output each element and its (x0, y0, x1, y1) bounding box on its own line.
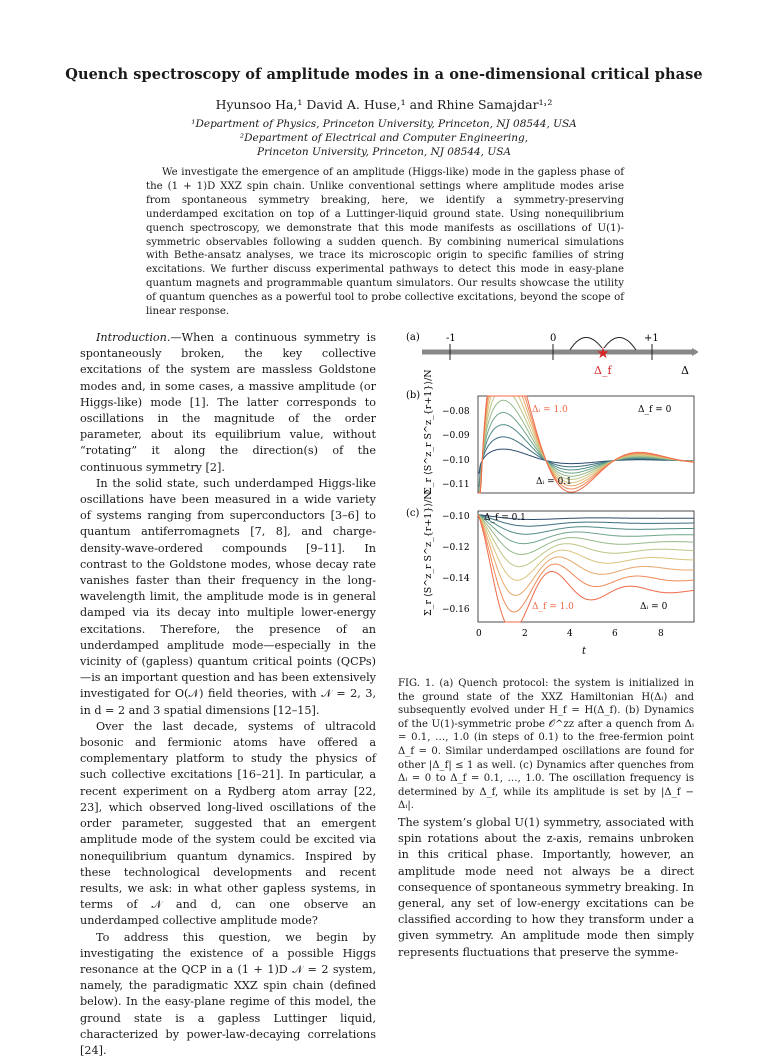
authors: Hyunsoo Ha,¹ David A. Huse,¹ and Rhine Samajdar¹˒² (215, 97, 553, 112)
panel-b-ytick: −0.09 (442, 431, 470, 441)
paragraph-2: In the solid state, such underdamped Higgs-like oscillations have been measured in a wide variety of systems ranging from superconductors [3–6] to quantum antiferromagnets [7, 8], and charge-density-wave-ordered compounds [9–11]. In contrast to the Goldstone modes, whose decay rate vanishes faster than their frequency in the long-wavelength limit, the amplitude mode is in general damped via its decay into multiple lower-energy excitations. Therefore, the presence of an underdamped amplitude mode—especially in the vicinity of (gapless) quantum critical points (QCPs)—is an important question and has been extensively investigated for O(𝒩) field theories, with 𝒩 = 2, 3, in d = 2 and 3 spatial dimensions [12–15]. (80, 476, 376, 717)
figure-1 (398, 324, 698, 664)
delta-f-star-icon: ★ (596, 344, 610, 362)
panel-a (406, 332, 698, 377)
data-line (478, 413, 694, 494)
delta-f-label: Δ_f (594, 364, 612, 377)
panel-c-ytick: −0.14 (442, 574, 470, 584)
panel-c-annotation-delta-i: Δᵢ = 0 (640, 602, 668, 612)
paragraph-1-text: —When a continuous symmetry is spontaneously broken, the key collective excitations of the system are massless Goldstone modes and, in some cases, a massive amplitude (or Higgs-like) mode [1]. The latter corresponds to oscillations in the magnitude of the order parameter, about its equilibrium value, without “rotating” it along the direction(s) of the continuous symmetry [2]. (80, 331, 376, 474)
delta-axis-label: Δ (681, 364, 689, 377)
panel-c-label: (c) (406, 508, 420, 519)
xtick: 8 (658, 629, 664, 639)
x-axis-label: t (582, 646, 587, 657)
tick-label-minus-one: -1 (446, 333, 456, 344)
left-column (80, 330, 376, 1059)
panel-b (406, 369, 694, 494)
panel-c-annotation-delta-f-max: Δ_f = 1.0 (532, 602, 574, 612)
tick-label-plus-one: +1 (644, 333, 659, 344)
panel-c-ytick: −0.10 (442, 512, 470, 522)
panel-c-ylabel: Σ_r ⟨S^z_r S^z_{r+1}⟩/N (423, 491, 434, 616)
figure-caption: FIG. 1. (a) Quench protocol: the system is initialized in the ground state of the XXZ Hamiltonian H(Δᵢ) and subsequently evolved under H_f = H(Δ_f). (b) Dynamics of the U(1)-symmetric probe 𝒪^zz after a quench from Δᵢ = 0.1, …, 1.0 (in steps of 0.1) to the free-fermion point Δ_f = 0. Similar underdamped oscillations are found for other |Δ_f| ≤ 1 as well. (c) Dynamics after quenches from Δᵢ = 0 to Δ_f = 0.1, …, 1.0. The oscillation frequency is determined by Δ_f, while its amplitude is set by |Δ_f − Δᵢ|. (398, 678, 694, 812)
panel-b-annotation-delta-f: Δ_f = 0 (638, 405, 672, 415)
affiliation-2: ²Department of Electrical and Computer Engineering, (239, 132, 529, 144)
x-axis-ticks (476, 629, 664, 639)
data-line (478, 449, 694, 473)
section-lead: Introduction. (96, 331, 171, 344)
panel-a-label: (a) (406, 332, 420, 343)
panel-b-ytick: −0.11 (442, 480, 470, 490)
paragraph-3: Over the last decade, systems of ultracold bosonic and fermionic atoms have offered a complementary platform to study the physics of such collective excitations [16–21]. In particular, a recent experiment on a Rydberg atom array [22, 23], which observed long-lived oscillations of the order parameter, suggested that an emergent amplitude mode of the system could be excited via nonequilibrium quantum dynamics. Inspired by these technological developments and recent results, we ask: in what other gapless systems, in terms of 𝒩 and d, can one observe an underdamped collective amplitude mode? (80, 719, 376, 928)
panel-c (406, 491, 694, 657)
panel-b-annotation-delta-i-min: Δᵢ = 0.1 (536, 477, 572, 487)
delta-axis-arrowhead (692, 348, 698, 356)
xtick: 6 (612, 629, 618, 639)
xtick: 0 (476, 629, 482, 639)
panel-c-ytick: −0.16 (442, 605, 470, 615)
panel-b-ytick: −0.08 (442, 407, 470, 417)
paper-title: Quench spectroscopy of amplitude modes in a one-dimensional critical phase (65, 66, 703, 83)
panel-c-ytick: −0.12 (442, 543, 470, 553)
panel-b-ytick: −0.10 (442, 456, 470, 466)
panel-b-annotation-delta-i-max: Δᵢ = 1.0 (532, 405, 568, 415)
affiliation-3: Princeton University, Princeton, NJ 08544, USA (257, 146, 511, 158)
panel-b-ylabel: Σ_r ⟨S^z_r S^z_{r+1}⟩/N (423, 369, 434, 494)
panel-b-yticks (442, 407, 470, 490)
paragraph-introduction (80, 330, 376, 476)
xtick: 4 (567, 629, 573, 639)
panel-b-label: (b) (406, 390, 421, 401)
data-line (478, 437, 694, 487)
tick-label-zero: 0 (550, 333, 557, 344)
xtick: 2 (522, 629, 528, 639)
right-column-paragraph: The system’s global U(1) symmetry, associated with spin rotations about the z-axis, remains unbroken in this critical phase. Importantly, however, an amplitude mode need not always be a direct consequence of spontaneous symmetry breaking. In general, any set of low-energy excitations can be classified according to how they transform under a given symmetry. An amplitude mode then simply represents fluctuations that preserve the symme- (398, 816, 694, 959)
abstract: We investigate the emergence of an amplitude (Higgs-like) mode in the gapless phase of the (1 + 1)D XXZ spin chain. Unlike conventional settings where amplitude modes arise from spontaneous symmetry breaking, here, we identify a symmetry-preserving underdamped excitation on top of a Luttinger-liquid ground state. Using nonequilibrium quench spectroscopy, we demonstrate that this mode manifests as oscillations of U(1)-symmetric observables following a sudden quench. By combining numerical simulations with Bethe-ansatz analyses, we trace its microscopic origin to specific families of string excitations. We further discuss experimental pathways to detect this mode in easy-plane quantum magnets and programmable quantum simulators. Our results showcase the utility of quantum quenches as a powerful tool to probe collective excitations, beyond the scope of linear response. (146, 167, 624, 318)
paragraph-4: To address this question, we begin by investigating the existence of a possible Higgs resonance at the QCP in a (1 + 1)D 𝒩 = 2 system, namely, the paradigmatic XXZ spin chain (defined below). In the easy-plane regime of this model, the ground state is a gapless Luttinger liquid, characterized by power-law-decaying correlations [24]. (80, 930, 376, 1057)
affiliation-1: ¹Department of Physics, Princeton University, Princeton, NJ 08544, USA (191, 118, 577, 130)
panel-c-annotation-delta-f-min: Δ_f = 0.1 (484, 513, 526, 523)
panel-c-yticks (442, 512, 470, 615)
